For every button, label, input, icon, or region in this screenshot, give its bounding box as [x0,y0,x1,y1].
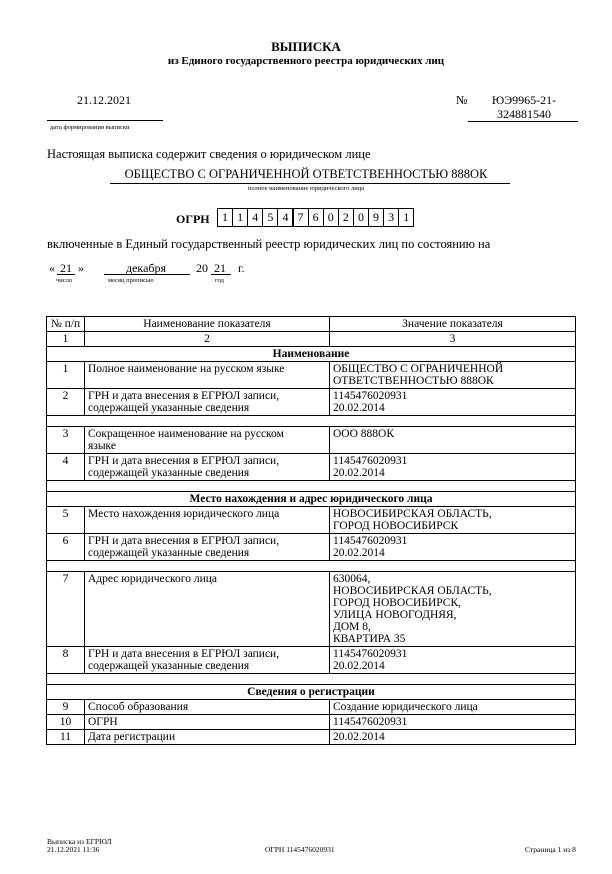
spacer-row [47,674,576,685]
footer-doc-info [47,838,112,854]
row-number: 9 [47,700,85,715]
ogrn-digit: 1 [398,208,414,227]
table-row [47,454,576,481]
row-number: 4 [47,454,85,481]
number-underline [468,121,578,122]
as-of-day: 21 [60,261,72,275]
row-indicator-name: ОГРН [85,715,330,730]
row-indicator-value: 20.02.2014 [330,730,576,745]
ogrn-digit: 9 [368,208,384,227]
document-title: ВЫПИСКА [271,39,341,54]
numbering-2: 2 [85,332,330,347]
extract-number [484,93,564,121]
row-indicator-name: Сокращенное наименование на русском языке [85,427,330,454]
month-underline [104,274,190,275]
row-indicator-value: 630064, НОВОСИБИРСКАЯ ОБЛАСТЬ, ГОРОД НОВОСИБИРСК, УЛИЦА НОВОГОДНЯЯ, ДОМ 8, КВАРТИРА 35 [330,572,576,647]
header-number: № п/п [47,317,85,332]
table-header-row [47,317,576,332]
row-indicator-value: НОВОСИБИРСКАЯ ОБЛАСТЬ, ГОРОД НОВОСИБИРСК [330,507,576,534]
section-row [47,685,576,700]
spacer-cell [47,416,576,427]
header-indicator-name: Наименование показателя [85,317,330,332]
row-indicator-name: Способ образования [85,700,330,715]
organization-name-underline [110,183,510,184]
row-number: 10 [47,715,85,730]
as-of-year-suffix: г. [238,261,245,275]
row-number: 11 [47,730,85,745]
spacer-cell [47,674,576,685]
formation-date-caption: дата формирования выписки [50,124,130,131]
spacer-row [47,561,576,572]
as-of-month: декабря [125,261,167,275]
table-row [47,700,576,715]
row-number: 6 [47,534,85,561]
ogrn-label: ОГРН [176,212,210,226]
footer-timestamp: 21.12.2021 11:36 [47,845,100,854]
extract-number-line2: 324881540 [497,107,551,121]
section-title: Наименование [47,347,576,362]
spacer-row [47,416,576,427]
ogrn-digit: 5 [262,208,278,227]
numbering-3: 3 [330,332,576,347]
row-indicator-name: ГРН и дата внесения в ЕГРЮЛ записи, содержащей указанные сведения [85,389,330,416]
table-numbering-row [47,332,576,347]
as-of-close-quote: » [78,261,84,275]
table-row [47,730,576,745]
table-row [47,534,576,561]
spacer-cell [47,481,576,492]
spacer-row [47,481,576,492]
ogrn-digit: 2 [338,208,354,227]
table-row [47,507,576,534]
row-indicator-value: ООО 888ОК [330,427,576,454]
row-number: 7 [47,572,85,647]
row-indicator-name: ГРН и дата внесения в ЕГРЮЛ записи, содержащей указанные сведения [85,534,330,561]
formation-date: 21.12.2021 [77,93,131,107]
ogrn-digit: 1 [217,208,233,227]
row-number: 8 [47,647,85,674]
as-of-open-quote: « [49,261,55,275]
row-number: 5 [47,507,85,534]
ogrn-digit: 3 [383,208,399,227]
ogrn-digit: 4 [277,208,293,227]
table-row [47,647,576,674]
footer-ogrn: ОГРН 1145476020931 [265,845,335,854]
table-row [47,715,576,730]
spacer-cell [47,561,576,572]
ogrn-digit: 6 [308,208,324,227]
ogrn-digit: 7 [293,208,309,227]
document-subtitle: из Единого государственного реестра юридических лиц [167,55,445,67]
year-underline [211,274,231,275]
number-sign: № [456,93,468,107]
row-indicator-value: 1145476020931 20.02.2014 [330,454,576,481]
section-row [47,492,576,507]
row-indicator-name: Адрес юридического лица [85,572,330,647]
extract-number-line1: ЮЭ9965-21- [491,93,557,107]
as-of-century: 20 [196,261,208,275]
day-caption: число [56,277,73,284]
month-caption: месяц прописью [108,277,154,284]
section-row [47,347,576,362]
included-text: включенные в Единый государственный реестр юридических лиц по состоянию на [47,237,491,251]
ogrn-digit: 0 [353,208,369,227]
row-indicator-value: 1145476020931 20.02.2014 [330,389,576,416]
ogrn-digit: 1 [232,208,248,227]
table-row [47,389,576,416]
date-underline [47,120,163,121]
intro-text: Настоящая выписка содержит сведения о юридическом лице [47,147,371,161]
extract-table [46,316,576,745]
table-row [47,427,576,454]
row-number: 1 [47,362,85,389]
organization-name-caption: полное наименование юридического лица [247,185,365,192]
as-of-year: 21 [214,261,226,275]
row-indicator-name: ГРН и дата внесения в ЕГРЮЛ записи, содержащей указанные сведения [85,647,330,674]
row-indicator-name: ГРН и дата внесения в ЕГРЮЛ записи, содержащей указанные сведения [85,454,330,481]
row-number: 3 [47,427,85,454]
section-title: Место нахождения и адрес юридического лица [47,492,576,507]
row-indicator-name: Место нахождения юридического лица [85,507,330,534]
day-underline [57,274,75,275]
row-indicator-name: Полное наименование на русском языке [85,362,330,389]
row-indicator-value: 1145476020931 20.02.2014 [330,534,576,561]
ogrn-digit: 0 [323,208,339,227]
row-indicator-value: 1145476020931 20.02.2014 [330,647,576,674]
numbering-1: 1 [47,332,85,347]
footer-doc-name: Выписка из ЕГРЮЛ [47,837,112,846]
organization-name: ОБЩЕСТВО С ОГРАНИЧЕННОЙ ОТВЕТСТВЕННОСТЬЮ 888ОК [124,167,488,181]
table-row [47,362,576,389]
header-indicator-value: Значение показателя [330,317,576,332]
section-title: Сведения о регистрации [47,685,576,700]
row-indicator-value: Создание юридического лица [330,700,576,715]
row-number: 2 [47,389,85,416]
year-caption: год [215,277,224,284]
row-indicator-value: 1145476020931 [330,715,576,730]
table-row [47,572,576,647]
footer-page: Страница 1 из 8 [525,845,576,854]
row-indicator-name: Дата регистрации [85,730,330,745]
row-indicator-value: ОБЩЕСТВО С ОГРАНИЧЕННОЙ ОТВЕТСТВЕННОСТЬЮ 888ОК [330,362,576,389]
ogrn-digit: 4 [247,208,263,227]
